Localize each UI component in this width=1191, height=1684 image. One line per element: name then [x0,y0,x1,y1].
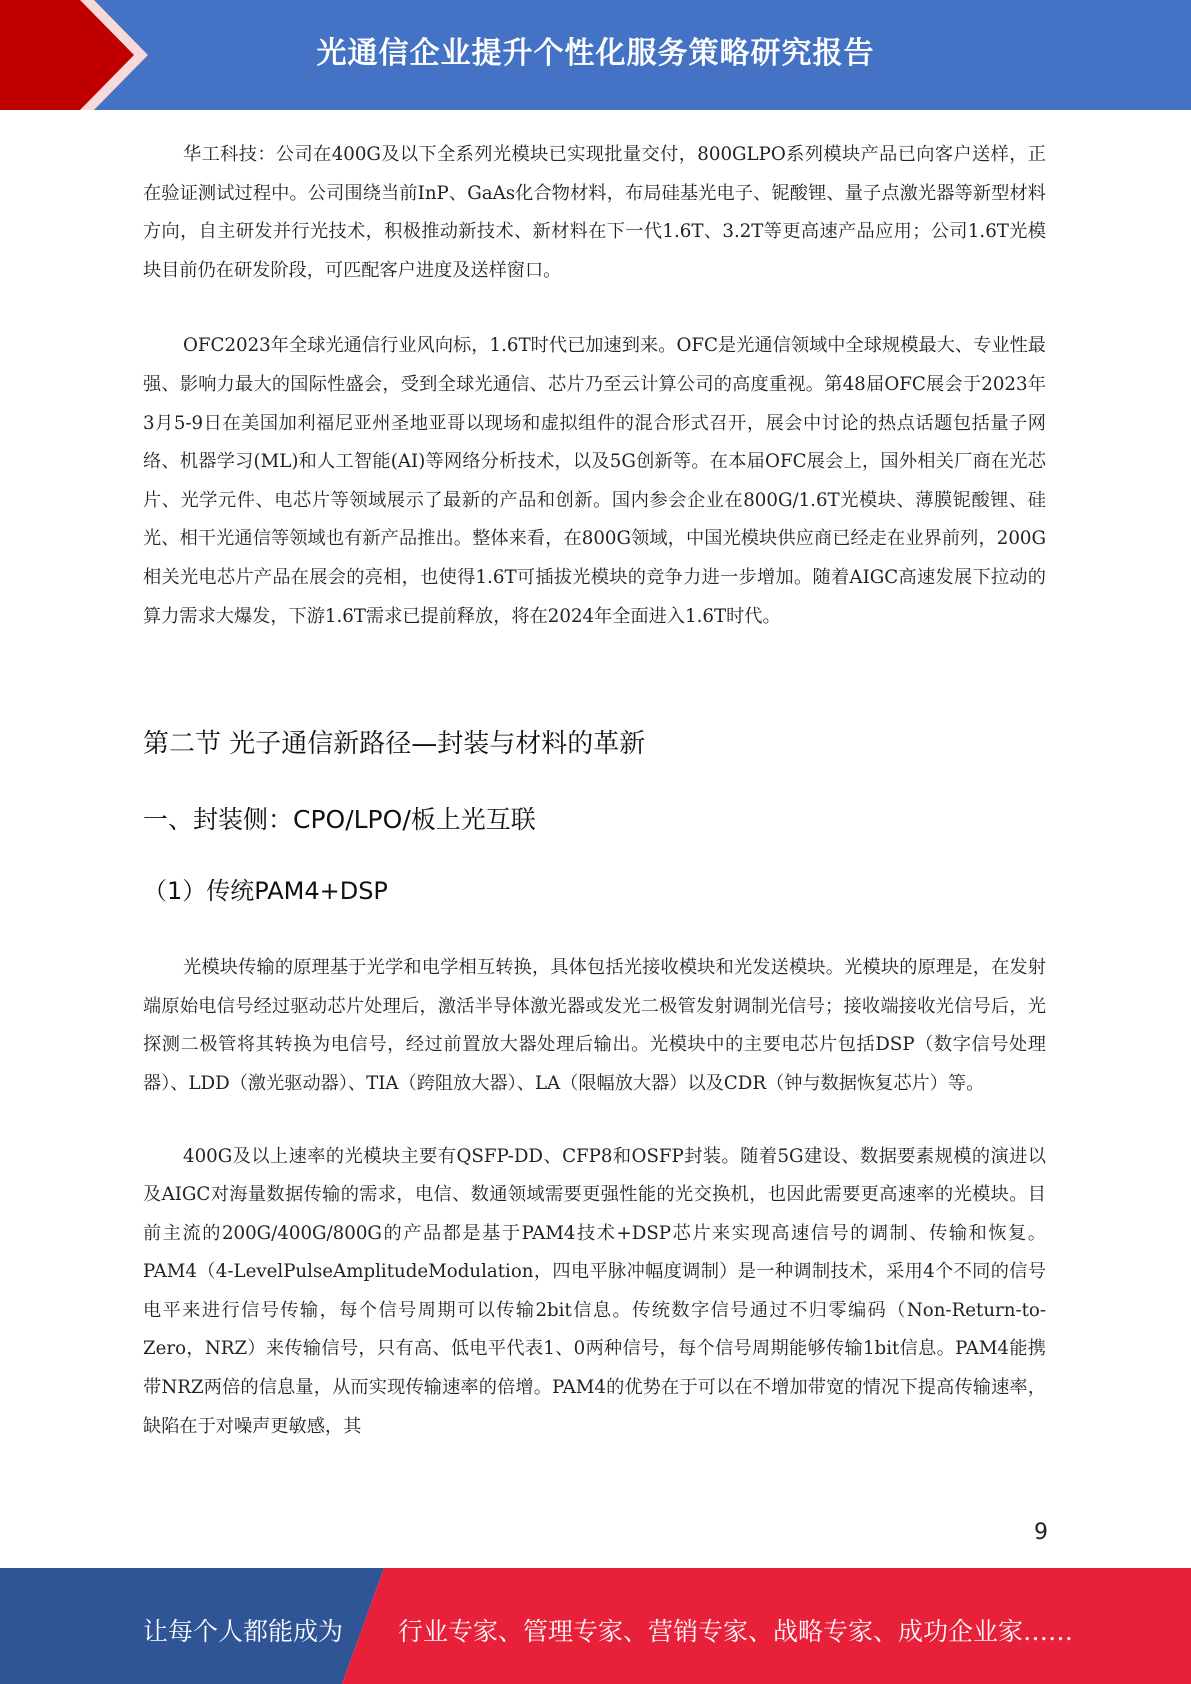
paragraph-ofc2023: OFC2023年全球光通信行业风向标，1.6T时代已加速到来。OFC是光通信领域中全球规模最大、专业性最强、影响力最大的国际性盛会，受到全球光通信、芯片乃至云计算公司的高度重视。第48届OFC展会于2023年3月5-9日在美国加利福尼亚州圣地亚哥以现场和虚拟组件的混合形式召开，展会中讨论的热点话题包括量子网络、机器学习(ML)和人工智能(AI)等网络分析技术，以及5G创新等。在本届OFC展会上，国外相关厂商在光芯片、光学元件、电芯片等领域展示了最新的产品和创新。国内参会企业在800G/1.6T光模块、薄膜铌酸锂、硅光、相干光通信等领域也有新产品推出。整体来看，在800G领域，中国光模块供应商已经走在业界前列，200G相关光电芯片产品在展会的亮相，也使得1.6T可插拔光模块的竞争力进一步增加。随着AIGC高速发展下拉动的算力需求大爆发，下游1.6T需求已提前释放，将在2024年全面进入1.6T时代。 [143,335,1046,627]
paragraph-huagong: 华工科技：公司在400G及以下全系列光模块已实现批量交付，800GLPO系列模块产品已向客户送样，正在验证测试过程中。公司围绕当前InP、GaAs化合物材料，布局硅基光电子、铌酸锂、量子点激光器等新型材料方向，自主研发并行光技术，积极推动新技术、新材料在下一代1.6T、3.2T等更高速产品应用；公司1.6T光模块目前仍在研发阶段，可匹配客户进度及送样窗口。 [143,144,1046,281]
report-title: 光通信企业提升个性化服务策略研究报告 [316,36,875,71]
main-content [143,130,1046,1446]
subsubsection-heading: （1）传统PAM4+DSP [143,877,388,906]
section-heading: 第二节 光子通信新路径—封装与材料的革新 [143,729,646,760]
subsection-heading: 一、封装侧：CPO/LPO/板上光互联 [143,805,536,835]
page-number: 9 [1034,1520,1048,1545]
paragraph-optical-module-principle: 光模块传输的原理基于光学和电学相互转换，具体包括光接收模块和光发送模块。光模块的原理是，在发射端原始电信号经过驱动芯片处理后，激活半导体激光器或发光二极管发射调制光信号；接收端接收光信号后，光探测二极管将其转换为电信号，经过前置放大器处理后输出。光模块中的主要电芯片包括DSP（数字信号处理器）、LDD（激光驱动器）、TIA（跨阻放大器）、LA（限幅放大器）以及CDR（钟与数据恢复芯片）等。 [143,957,1046,1094]
page-footer [0,1568,1191,1684]
paragraph-pam4: 400G及以上速率的光模块主要有QSFP-DD、CFP8和OSFP封装。随着5G建设、数据要素规模的演进以及AIGC对海量数据传输的需求，电信、数通领域需要更强性能的光交换机，也因此需要更高速率的光模块。目前主流的200G/400G/800G的产品都是基于PAM4技术+DSP芯片来实现高速信号的调制、传输和恢复。PAM4（4-LevelPulseAmplitudeModulation，四电平脉冲幅度调制）是一种调制技术，采用4个不同的信号电平来进行信号传输，每个信号周期可以传输2bit信息。传统数字信号通过不归零编码（Non-Return-to-Zero，NRZ）来传输信号，只有高、低电平代表1、0两种信号，每个信号周期能够传输1bit信息。PAM4能携带NRZ两倍的信息量，从而实现传输速率的倍增。PAM4的优势在于可以在不增加带宽的情况下提高传输速率，缺陷在于对噪声更敏感，其 [143,1145,1046,1437]
footer-slogan-left: 让每个人都能成为 [143,1617,344,1646]
page-header [0,0,1191,110]
footer-slogan-right: 行业专家、管理专家、营销专家、战略专家、成功企业家…… [398,1617,1074,1646]
